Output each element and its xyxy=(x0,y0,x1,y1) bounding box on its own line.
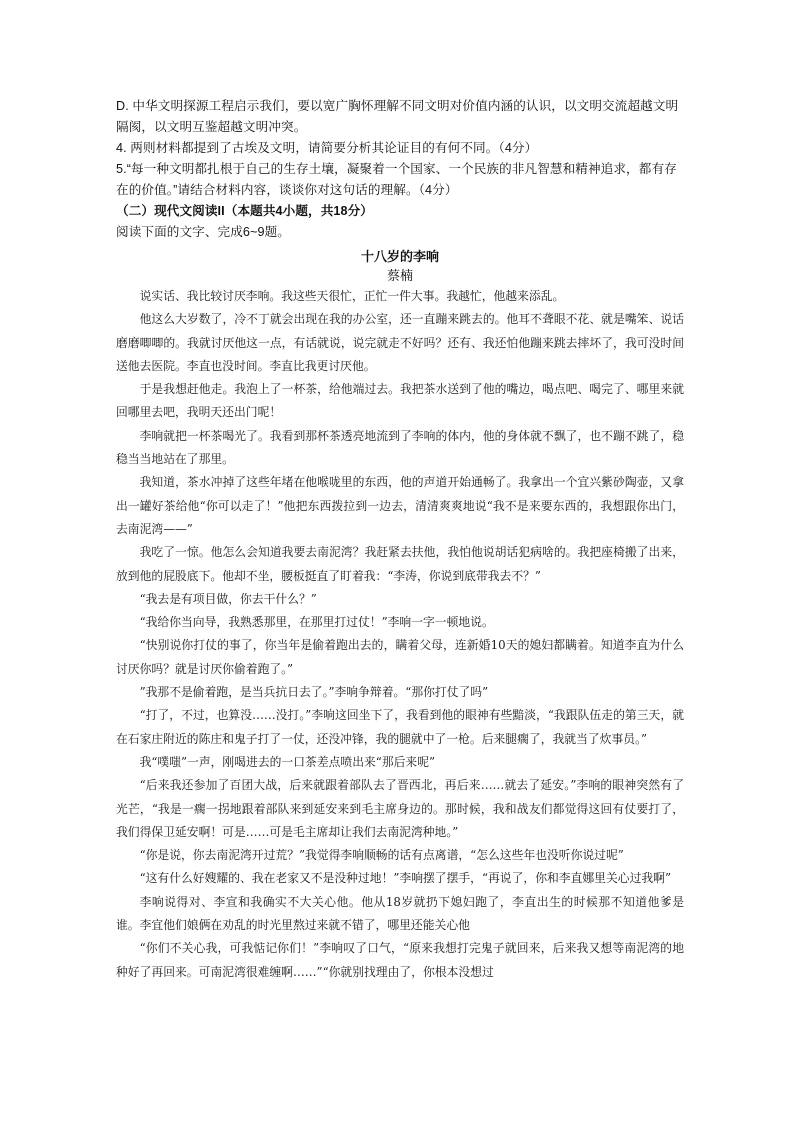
story-paragraph: “你是说，你去南泥湾开过荒？”我觉得李响顺畅的话有点离谱，“怎么这些年也没听你说过呢” xyxy=(139,848,624,863)
story-paragraph: “我去是有项目做，你去干什么？” xyxy=(139,591,317,606)
story-paragraph: ”我那不是偷着跑，是当兵抗日去了。”李响争辩着。“那你打仗了吗” xyxy=(139,685,489,700)
story-body xyxy=(116,285,684,984)
story-paragraph: 说实话、我比较讨厌李响。我这些天很忙，正忙一件大事。我越忙，他越来添乱。 xyxy=(139,289,565,303)
story-title: 十八岁的李响 xyxy=(360,249,439,264)
story-paragraph: “你们不关心我，可我惦记你们！”李响叹了口气，“原来我想打完鬼子就回来，后来我又想等南泥湾的地种好了再回来。可南泥湾很难缠啊……”“你就别找理由了，你根本没想过 xyxy=(116,941,684,979)
story-paragraph: 李响说得对、李宣和我确实不大关心他。他从18岁就扔下媳妇跑了，李直出生的时候那不知道他爹是谁。李宜他们娘俩在劝乱的时光里熬过来就不错了，哪里还能关心他 xyxy=(116,894,684,933)
story-paragraph: “打了，不过，也算没……没打。”李响这回坐下了，我看到他的眼神有些黯淡，“我跟队伍走的第三天，就在石家庄附近的陈庄和鬼子打了一仗，还没冲锋，我的腿就中了一枪。后来腿瘸了，我就当了炊事员。” xyxy=(116,708,684,746)
story-paragraph: “我给你当向导，我熟悉那里，在那里打过仗！”李响一字一顿地说。 xyxy=(139,615,494,630)
option-d-text: D. 中华文明探源工程启示我们，要以宽广胸怀理解不同文明对价值内涵的认识，以文明交流超越文明隔阂，以文明互鉴超越文明冲突。 xyxy=(116,99,679,134)
story-paragraph: “快别说你打仗的事了，你当年是偷着跑出去的，瞒着父母，连新婚10天的媳妇都瞒着。知道李直为什么讨厌你吗？就是讨厌你偷着跑了。” xyxy=(116,638,684,676)
story-paragraph: 我“噗嗤”一声，刚喝进去的一口茶差点喷出来“那后来呢” xyxy=(139,754,436,769)
story-paragraph: 我吃了一惊。他怎么会知道我要去南泥湾？我赶紧去扶他，我怕他说胡话犯病啥的。我把座椅搬了出来，放到他的屁股底下。他却不坐，腰板挺直了盯着我：“李涛，你说到底带我去不？” xyxy=(116,545,684,583)
story-author: 蔡楠 xyxy=(386,268,413,283)
question-5: 5.“每一种文明都扎根于自己的生存土壤，凝聚着一个国家、一个民族的非凡智慧和精神追求，都有存在的价值。”请结合材料内容，谈谈你对这句话的理解。（4分） xyxy=(116,162,677,197)
section-heading: （二）现代文阅读II（本题共4小题，共18分） xyxy=(116,204,373,218)
story-paragraph: 我知道，茶水冲掉了这些年堵在他喉咙里的东西，他的声道开始通畅了。我拿出一个宜兴紫砂陶壶，又拿出一罐好茶给他“你可以走了！”他把东西拨拉到一边去，清清爽爽地说“我不是来要东西的，我想跟你出门，去南泥湾——” xyxy=(116,475,684,536)
story-paragraph: “后来我还参加了百团大战，后来就跟着部队去了晋西北，再后来……就去了延安。”李响的眼神突然有了光芒，“我是一瘸一拐地跟着部队来到延安来到毛主席身边的。那时候，我和战友们都觉得这回有仗要打了，我们得保卫延安啊！可是……可是毛主席却让我们去南泥湾种地。” xyxy=(116,778,684,839)
story-paragraph: 他这么大岁数了，冷不丁就会出现在我的办公室，还一直蹦来跳去的。他耳不聋眼不花、就是嘴笨、说话磨磨唧唧的。我就讨厌他这一点，有话就说，说完就走不好吗？还有、我还怕他蹦来跳去摔坏了，我可没时间送他去医院。李直也没时间。李直比我更讨厌他。 xyxy=(116,312,684,373)
story-header xyxy=(116,246,684,285)
reading-instruction: 阅读下面的文字、完成6~9题。 xyxy=(116,225,290,239)
story-paragraph: “这有什么好嫂耀的、我在老家又不是没种过地！”李响摆了摆手，“再说了，你和李直娜里关心过我啊” xyxy=(139,871,671,886)
question-section xyxy=(116,96,684,243)
question-4: 4. 两则材料都提到了古埃及文明，请简要分析其论证目的有何不同。（4分） xyxy=(116,141,538,155)
story-paragraph: 于是我想赶他走。我泡上了一杯茶，给他端过去。我把茶水送到了他的嘴边，喝点吧、喝完了、哪里来就回哪里去吧，我明天还出门呢！ xyxy=(116,382,684,420)
story-paragraph: 李响就把一杯茶喝光了。我看到那杯茶透亮地流到了李响的体内，他的身体就不飘了，也不蹦不跳了，稳稳当当地站在了那里。 xyxy=(116,428,684,467)
